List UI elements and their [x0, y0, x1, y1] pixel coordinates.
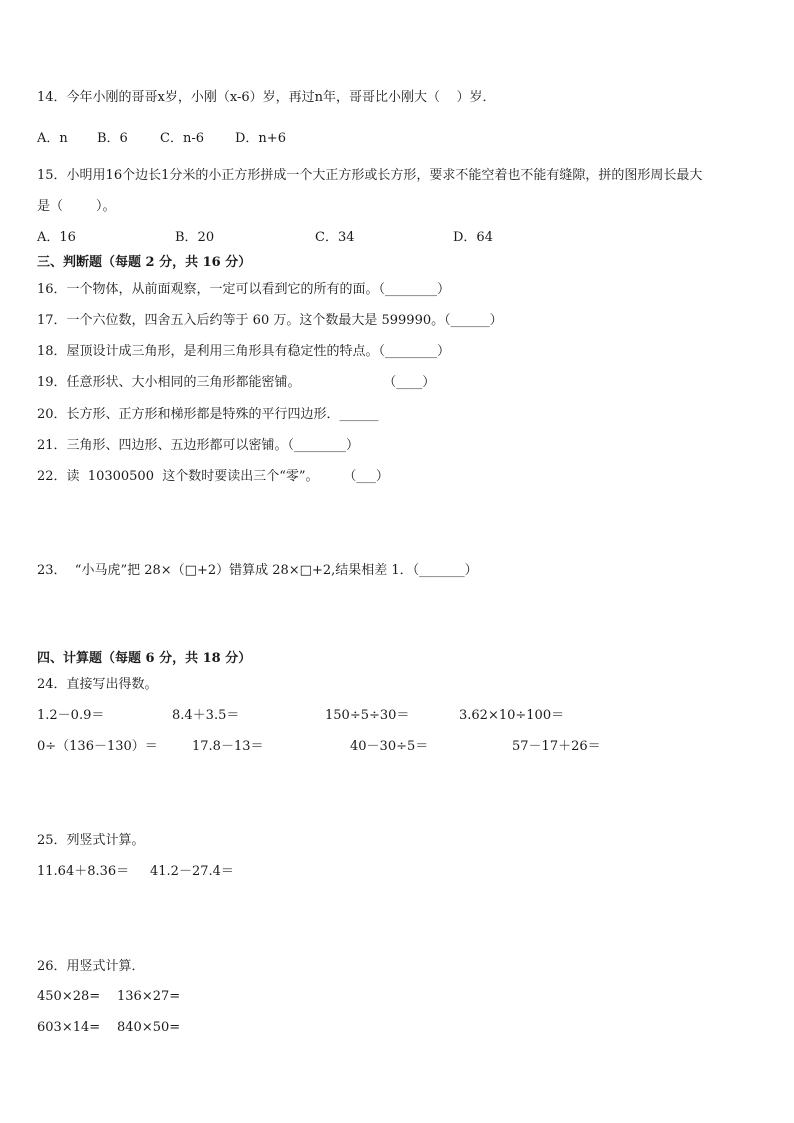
option-c: C．34: [315, 230, 355, 245]
question-23: 23． “小马虎”把 28×（□+2）错算成 28×□+2,结果相差 1．（_______）: [37, 563, 478, 578]
calc-item: 840×50=: [117, 1020, 181, 1035]
option-b: B．20: [175, 230, 215, 245]
section-4-heading: 四、计算题（每题 6 分，共 18 分）: [37, 651, 252, 666]
calc-item: 1.2－0.9＝: [37, 708, 105, 723]
calc-item: 11.64＋8.36＝: [37, 864, 130, 879]
question-24-title: 24．直接写出得数。: [37, 677, 158, 692]
question-18: 18．屋顶设计成三角形，是利用三角形具有稳定性的特点。（________）: [37, 344, 451, 359]
calc-item: 150÷5÷30＝: [325, 708, 410, 723]
question-14-stem: 14．今年小刚的哥哥x岁，小刚（x-6）岁，再过n年，哥哥比小刚大（ ）岁．: [37, 90, 496, 105]
calc-item: 8.4＋3.5＝: [172, 708, 240, 723]
question-15-stem-line1: 15．小明用16个边长1分米的小正方形拼成一个大正方形或长方形，要求不能空着也不能有缝隙，拼的图形周长最大: [37, 168, 703, 183]
option-a: A．16: [37, 230, 76, 245]
question-19: 19．任意形状、大小相同的三角形都能密铺。 （____）: [37, 375, 436, 390]
question-15-stem-line2: 是（ ）。: [37, 199, 116, 214]
question-26-title: 26．用竖式计算．: [37, 959, 145, 974]
calc-item: 0÷（136－130）＝: [37, 739, 158, 754]
option-a: A．n: [37, 131, 68, 146]
option-b: B．6: [97, 131, 128, 146]
question-17: 17．一个六位数，四舍五入后约等于 60 万。这个数最大是 599990。（______）: [37, 313, 503, 328]
option-d: D．64: [453, 230, 493, 245]
section-3-heading: 三、判断题（每题 2 分，共 16 分）: [37, 255, 252, 270]
calc-item: 41.2－27.4＝: [150, 864, 234, 879]
calc-item: 17.8－13＝: [192, 739, 264, 754]
option-d: D．n+6: [235, 131, 286, 146]
option-c: C．n-6: [160, 131, 204, 146]
calc-item: 3.62×10÷100＝: [459, 708, 565, 723]
question-25-title: 25．列竖式计算。: [37, 833, 145, 848]
calc-item: 57－17＋26＝: [512, 739, 601, 754]
calc-item: 450×28=: [37, 989, 101, 1004]
question-22: 22．读 10300500 这个数时要读出三个“零”。 （___）: [37, 469, 389, 484]
calc-item: 40－30÷5＝: [350, 739, 429, 754]
question-16: 16．一个物体，从前面观察，一定可以看到它的所有的面。（________）: [37, 282, 451, 297]
question-20: 20．长方形、正方形和梯形都是特殊的平行四边形．______: [37, 407, 379, 422]
calc-item: 603×14=: [37, 1020, 101, 1035]
question-21: 21．三角形、四边形、五边形都可以密铺。（________）: [37, 438, 360, 453]
calc-item: 136×27=: [117, 989, 181, 1004]
